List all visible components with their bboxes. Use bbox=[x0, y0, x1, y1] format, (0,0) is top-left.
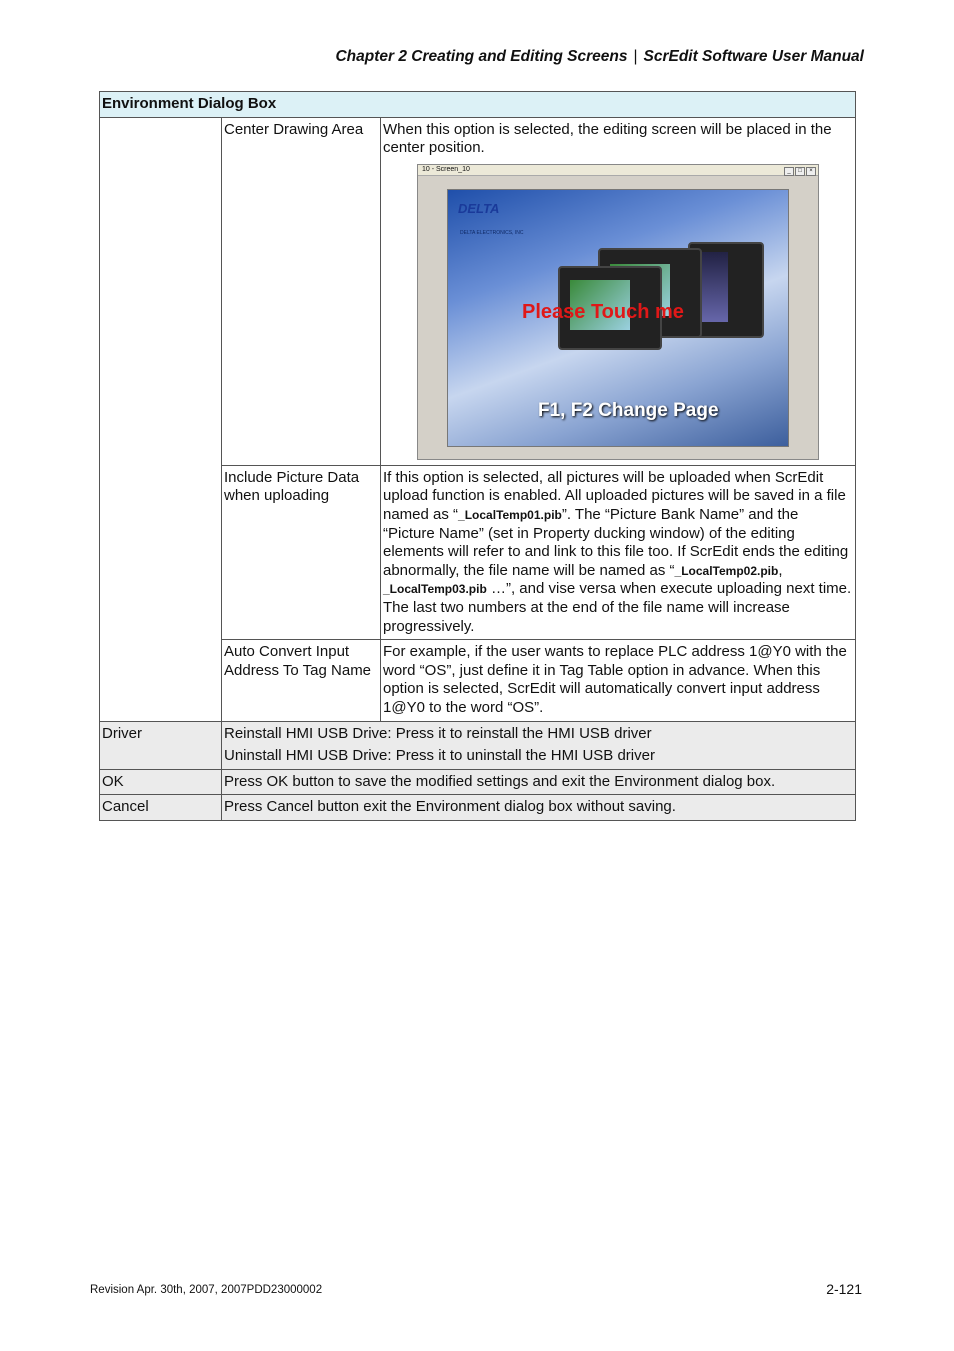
option-include-name: Include Picture Data when uploading bbox=[222, 465, 381, 639]
ok-desc: Press OK button to save the modified settings and exit the Environment dialog box. bbox=[222, 769, 856, 795]
filename: _LocalTemp03.pib bbox=[383, 582, 487, 597]
minimize-icon: _ bbox=[784, 167, 794, 176]
option-auto-desc: For example, if the user wants to replace PLC address 1@Y0 with the word “OS”, just define it in Tag Table option in advance. When this option is selected, ScrEdit will automatically convert input address 1@Y0 to the word “OS”. bbox=[381, 640, 856, 721]
touch-text: Please Touch me bbox=[522, 300, 684, 323]
option-center-desc bbox=[381, 117, 856, 465]
header-separator: | bbox=[633, 48, 638, 65]
delta-logo: DELTA bbox=[458, 200, 500, 216]
option-auto-name: Auto Convert Input Address To Tag Name bbox=[222, 640, 381, 721]
driver-uninstall: Uninstall HMI USB Drive: Press it to uninstall the HMI USB driver bbox=[224, 747, 655, 765]
maximize-icon: □ bbox=[795, 167, 805, 176]
drawing-area bbox=[447, 189, 789, 447]
environment-table bbox=[99, 91, 856, 821]
page-header bbox=[335, 48, 864, 66]
chapter-title: Chapter 2 Creating and Editing Screens bbox=[335, 48, 628, 65]
driver-reinstall: Reinstall HMI USB Drive: Press it to reinstall the HMI USB driver bbox=[224, 724, 652, 742]
center-desc-text: When this option is selected, the editing screen will be placed in the center position. bbox=[383, 120, 832, 157]
change-page-text: F1, F2 Change Page bbox=[538, 399, 719, 421]
driver-desc bbox=[222, 721, 856, 769]
empty-cell bbox=[100, 117, 222, 721]
cancel-label: Cancel bbox=[100, 795, 222, 821]
close-icon: × bbox=[806, 167, 816, 176]
page-number: 2-121 bbox=[826, 1281, 862, 1297]
filename: _LocalTemp01.pib bbox=[458, 507, 562, 522]
option-include-desc: If this option is selected, all pictures will be uploaded when ScrEdit upload function is enabled. All uploaded pictures will be saved in a file named as “_LocalTemp01.pib”. The “Picture Bank Name” and the “Picture Name” (set in Property ducking window) of the editing elements will refer to and link to this file too. If ScrEdit ends the editing abnormally, the file name will be named as “_LocalTemp02.pib, _LocalTemp03.pib …”, and vise versa when execute uploading next time. The last two numbers at the end of the file name will increase progressively. bbox=[381, 465, 856, 639]
screen-preview bbox=[417, 164, 853, 460]
footer-revision: Revision Apr. 30th, 2007, 2007PDD23000002 bbox=[90, 1284, 323, 1296]
cancel-desc: Press Cancel button exit the Environment dialog box without saving. bbox=[222, 795, 856, 821]
editor-window bbox=[417, 164, 819, 460]
window-titlebar bbox=[418, 165, 818, 176]
manual-title: ScrEdit Software User Manual bbox=[643, 48, 864, 65]
delta-logo-sub: DELTA ELECTRONICS, INC bbox=[460, 229, 524, 236]
ok-label: OK bbox=[100, 769, 222, 795]
table-title: Environment Dialog Box bbox=[100, 92, 856, 118]
window-title: 10 - Screen_10 bbox=[422, 165, 470, 173]
window-buttons bbox=[783, 166, 816, 176]
option-center-name: Center Drawing Area bbox=[222, 117, 381, 465]
driver-label: Driver bbox=[100, 721, 222, 769]
filename: _LocalTemp02.pib bbox=[674, 563, 779, 578]
